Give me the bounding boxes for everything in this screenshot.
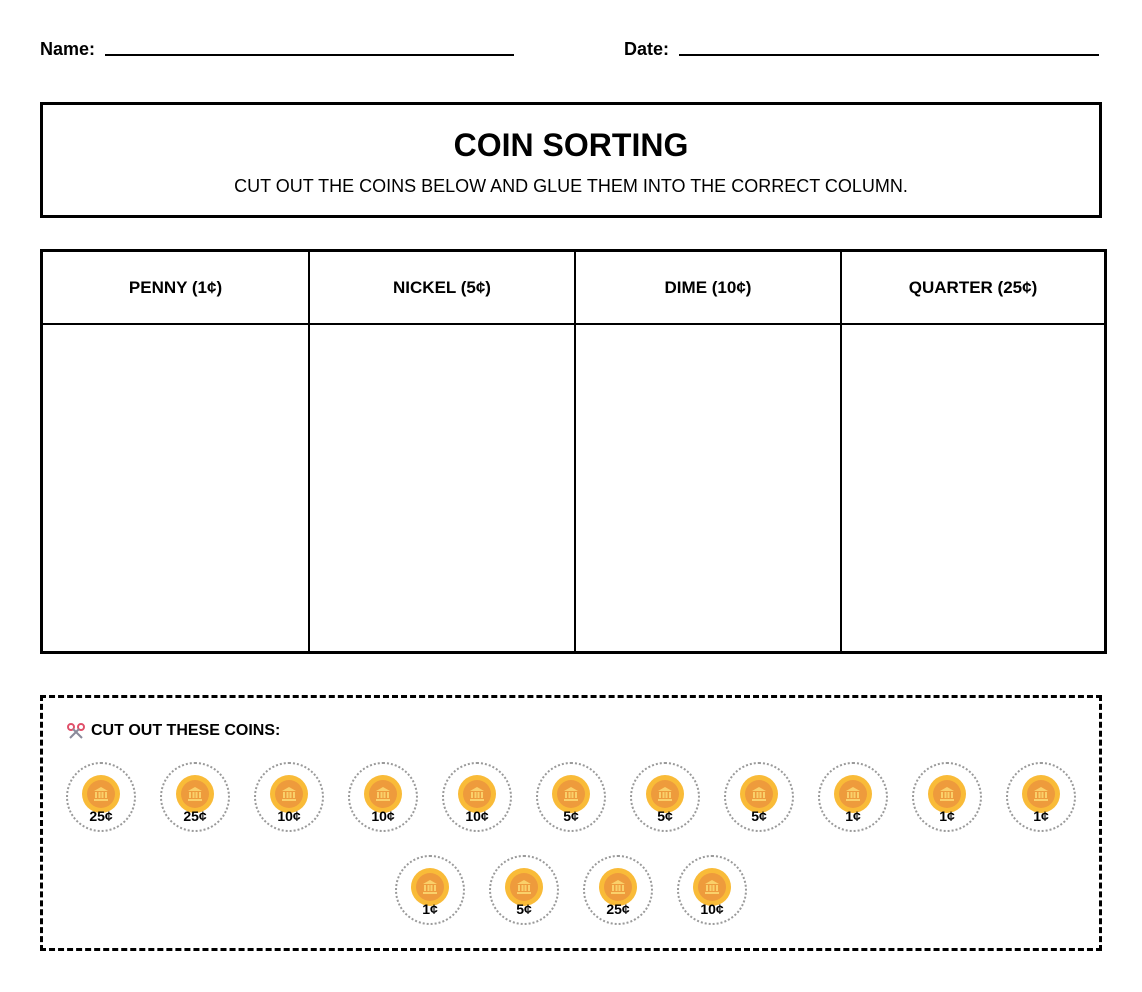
name-line[interactable] <box>105 54 514 56</box>
drop-area-quarter[interactable] <box>842 325 1104 651</box>
column-header: NICKEL (5¢) <box>310 252 574 325</box>
coin-value: 1¢ <box>1033 808 1049 824</box>
coin-value: 10¢ <box>700 901 724 917</box>
cut-out-section <box>40 695 1102 951</box>
bank-icon <box>375 786 391 802</box>
coin-cutout[interactable] <box>348 762 418 832</box>
bank-icon <box>469 786 485 802</box>
column-quarter <box>842 252 1104 651</box>
coin-cutout[interactable] <box>818 762 888 832</box>
coin-cutout[interactable] <box>912 762 982 832</box>
coin-value: 10¢ <box>277 808 301 824</box>
coin-value: 5¢ <box>516 901 532 917</box>
coin-cutout[interactable] <box>442 762 512 832</box>
drop-area-penny[interactable] <box>43 325 308 651</box>
coin-cutout[interactable] <box>254 762 324 832</box>
bank-icon <box>751 786 767 802</box>
coin-value: 1¢ <box>845 808 861 824</box>
bank-icon <box>422 879 438 895</box>
name-field[interactable] <box>40 38 514 60</box>
bank-icon <box>704 879 720 895</box>
title-box <box>40 102 1102 218</box>
name-label: Name: <box>40 39 96 59</box>
cut-out-heading-text: CUT OUT THESE COINS: <box>91 722 281 739</box>
column-penny <box>43 252 310 651</box>
column-nickel <box>310 252 576 651</box>
bank-icon <box>939 786 955 802</box>
drop-area-dime[interactable] <box>576 325 840 651</box>
coin-value: 1¢ <box>939 808 955 824</box>
column-header: QUARTER (25¢) <box>842 252 1104 325</box>
cut-out-heading <box>67 722 280 740</box>
coin-cutout[interactable] <box>395 855 465 925</box>
sorting-table <box>40 249 1107 654</box>
bank-icon <box>1033 786 1049 802</box>
bank-icon <box>516 879 532 895</box>
date-field[interactable] <box>624 38 1099 60</box>
coin-value: 5¢ <box>751 808 767 824</box>
coin-cutout[interactable] <box>583 855 653 925</box>
coin-value: 10¢ <box>371 808 395 824</box>
coin-value: 10¢ <box>465 808 489 824</box>
coin-cutout[interactable] <box>1006 762 1076 832</box>
date-label: Date: <box>624 39 670 59</box>
coin-value: 5¢ <box>563 808 579 824</box>
coin-value: 25¢ <box>183 808 207 824</box>
coin-cutout[interactable] <box>489 855 559 925</box>
column-header: PENNY (1¢) <box>43 252 308 325</box>
instructions: CUT OUT THE COINS BELOW AND GLUE THEM INTO THE CORRECT COLUMN. <box>234 176 908 196</box>
coin-cutout[interactable] <box>536 762 606 832</box>
date-line[interactable] <box>679 54 1099 56</box>
bank-icon <box>563 786 579 802</box>
coin-value: 25¢ <box>89 808 113 824</box>
scissors-icon <box>67 723 85 739</box>
column-header: DIME (10¢) <box>576 252 840 325</box>
bank-icon <box>610 879 626 895</box>
page-title: COIN SORTING <box>453 127 689 163</box>
coin-cutout[interactable] <box>630 762 700 832</box>
coin-value: 25¢ <box>606 901 630 917</box>
coin-value: 5¢ <box>657 808 673 824</box>
coin-cutout[interactable] <box>677 855 747 925</box>
coin-value: 1¢ <box>422 901 438 917</box>
bank-icon <box>281 786 297 802</box>
bank-icon <box>93 786 109 802</box>
drop-area-nickel[interactable] <box>310 325 574 651</box>
coin-cutout[interactable] <box>724 762 794 832</box>
bank-icon <box>657 786 673 802</box>
bank-icon <box>845 786 861 802</box>
coin-cutout[interactable] <box>160 762 230 832</box>
coin-cutout[interactable] <box>66 762 136 832</box>
bank-icon <box>187 786 203 802</box>
column-dime <box>576 252 842 651</box>
